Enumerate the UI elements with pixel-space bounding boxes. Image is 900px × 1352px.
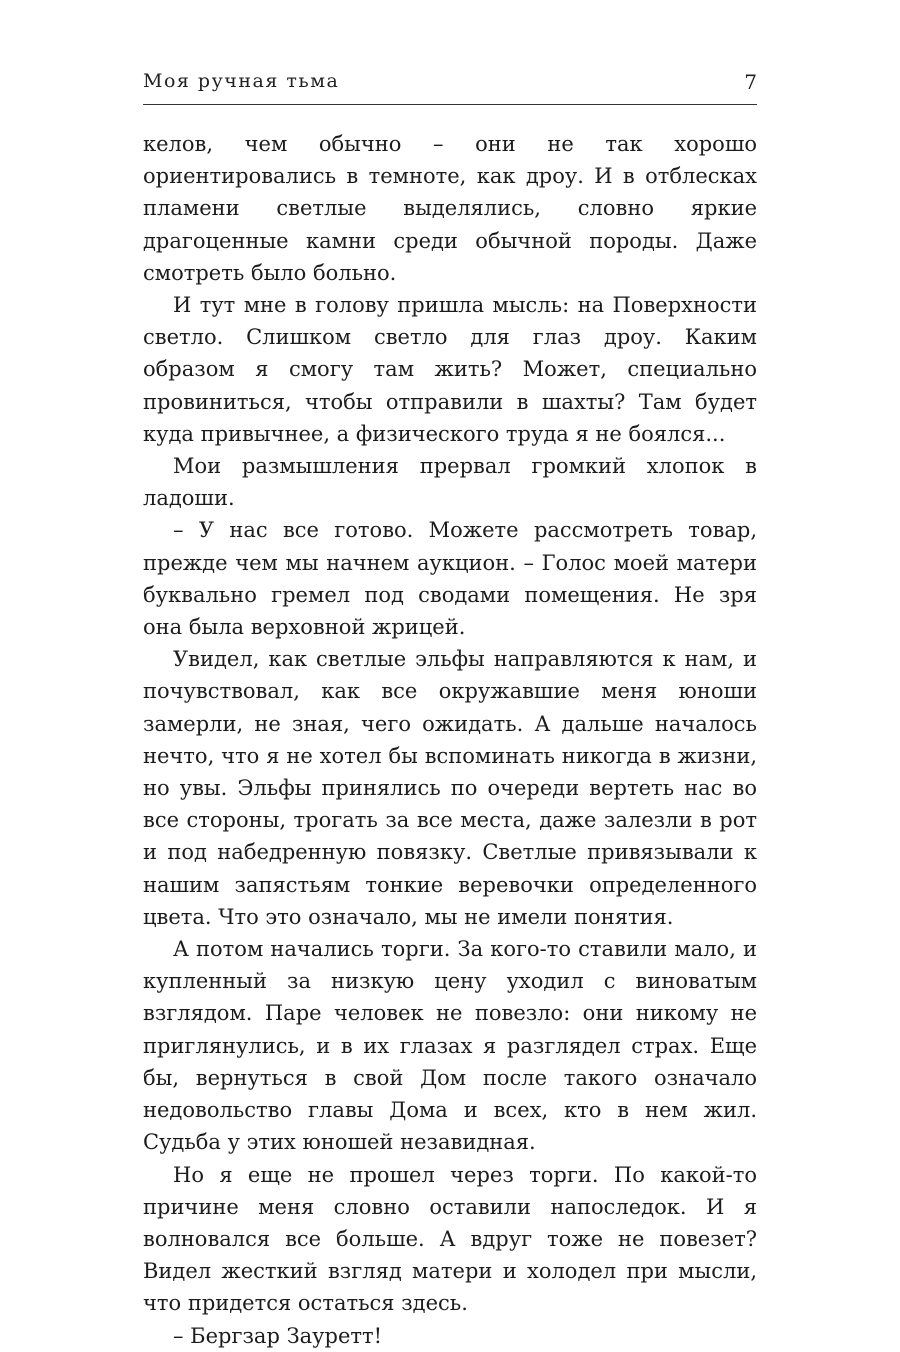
running-header: [143, 64, 757, 104]
paragraph: – У нас все готово. Можете рассмотреть товар, прежде чем мы начнем аукцион. – Голос моей матери буквально гремел под сводами помещения. Не зря она была верховной жрицей.: [143, 518, 757, 640]
paragraph: И тут мне в голову пришла мысль: на Поверхности светло. Слишком светло для глаз дроу. Каким образом я смогу там жить? Может, специально провиниться, чтобы отправили в шахты? Там будет куда привычнее, а физического труда я не боялся...: [143, 293, 757, 446]
paragraph: келов, чем обычно – они не так хорошо ориентировались в темноте, как дроу. И в отблесках пламени светлые выделялись, словно яркие драгоценные камни среди обычной породы. Даже смотреть было больно.: [143, 132, 757, 285]
book-title: Моя ручная тьма: [143, 70, 340, 92]
paragraph: – Бергзар Зауретт!: [173, 1323, 383, 1348]
paragraph: А потом начались торги. За кого-то ставили мало, и купленный за низкую цену уходил с виноватым взглядом. Паре человек не повезло: они никому не приглянулись, и в их глазах я разглядел страх. Еще бы, вернуться в свой Дом после такого означало недовольство главы Дома и всех, кто в нем жил. Судьба у этих юношей незавидная.: [143, 937, 757, 1155]
paragraph: Мои размышления прервал громкий хлопок в ладоши.: [143, 454, 757, 511]
header-divider: [143, 104, 757, 105]
body-text: [143, 128, 757, 1352]
page-number: 7: [744, 70, 757, 94]
paragraph: Увидел, как светлые эльфы направляются к нам, и почувствовал, как все окружавшие меня юноши замерли, не зная, чего ожидать. А дальше началось нечто, что я не хотел бы вспоминать никогда в жизни, но увы. Эльфы принялись по очереди вертеть нас во все стороны, трогать за все места, даже залезли в рот и под набедренную повязку. Светлые привязывали к нашим запястьям тонкие веревочки определенного цвета. Что это означало, мы не имели понятия.: [143, 647, 757, 929]
paragraph: Но я еще не прошел через торги. По какой-то причине меня словно оставили напоследок. И я волновался все больше. А вдруг тоже не повезет? Видел жесткий взгляд матери и холодел при мысли, что придется остаться здесь.: [143, 1162, 757, 1316]
